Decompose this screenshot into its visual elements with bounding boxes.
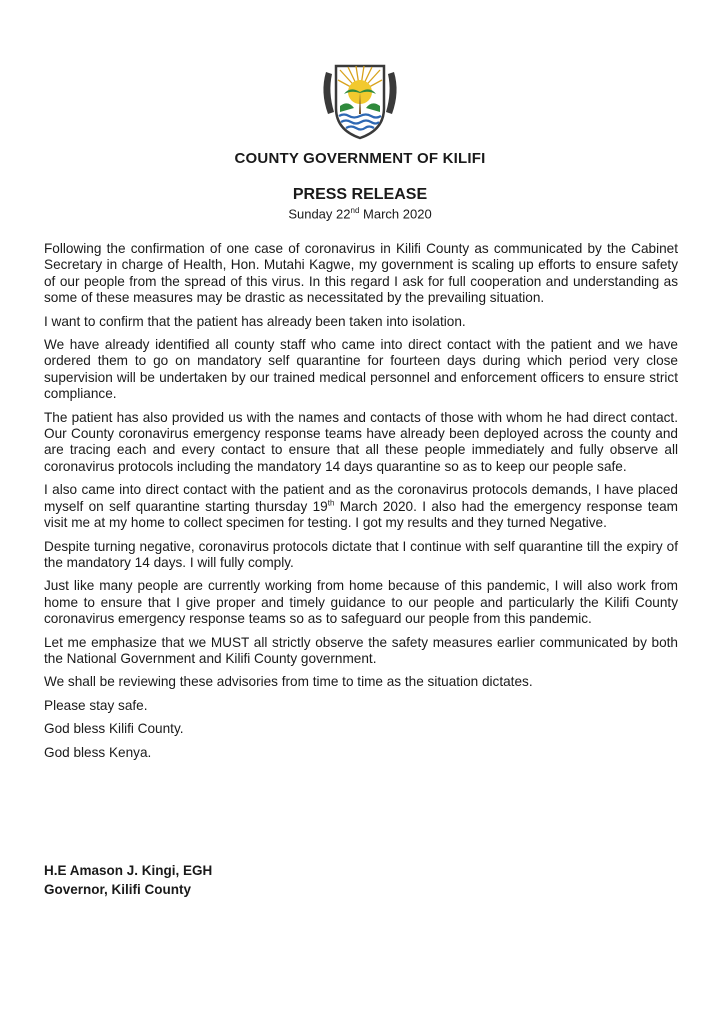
crest-left-supporter	[323, 72, 334, 114]
paragraph: God bless Kenya.	[44, 744, 152, 760]
signature-block	[44, 861, 212, 899]
paragraph: We have already identified all county staff who came into direct contact with the patient and we have ordered them to go on mandatory self quarantine for fourteen days during which period very close supervision will be undertaken by our trained medical personnel and enforcement officers to ensure strict compliance.	[44, 337, 678, 402]
paragraph: We shall be reviewing these advisories from time to time as the situation dictates.	[44, 674, 533, 690]
paragraph: Please stay safe.	[44, 697, 148, 713]
paragraph-part: I also came into direct contact with the patient and as the coronavirus protocols demands, I have placed myself on self quarantine starting thursday 19	[44, 482, 678, 514]
paragraph	[44, 482, 678, 531]
date-day: 22	[336, 206, 351, 222]
county-crest-logo	[318, 52, 402, 144]
date-weekday: Sunday	[288, 206, 333, 222]
paragraph: Let me emphasize that we MUST all strictly observe the safety measures earlier communicated by both the National Government and Kilifi County government.	[44, 634, 678, 666]
press-release-body	[44, 241, 678, 768]
crest-right-supporter	[386, 72, 397, 114]
date-month-year: March 2020	[363, 206, 432, 222]
paragraph-part: March 2020. I also had the emergency response team visit me at my home to collect specimen for testing. I got my results and they turned Negative.	[44, 498, 678, 531]
paragraph: Following the confirmation of one case of coronavirus in Kilifi County as communicated by the Cabinet Secretary in charge of Health, Hon. Mutahi Kagwe, my government is scaling up efforts to ensure safety of our people from the spread of this virus. In this regard I ask for full cooperation and understanding as some of these measures may be drastic as necessitated by the prevailing situation.	[44, 241, 678, 306]
organization-name: COUNTY GOVERNMENT OF KILIFI	[234, 150, 486, 167]
paragraph: I want to confirm that the patient has already been taken into isolation.	[44, 313, 466, 329]
paragraph: Despite turning negative, coronavirus protocols dictate that I continue with self quarantine till the expiry of the mandatory 14 days. I will fully comply.	[44, 538, 678, 570]
ordinal-suffix: th	[327, 498, 335, 508]
signatory-name: H.E Amason J. Kingi, EGH	[44, 863, 213, 878]
paragraph: Just like many people are currently working from home because of this pandemic, I will also work from home to ensure that I give proper and timely guidance to our people and particularly the Kilifi County coronavirus emergency response teams so as to safeguard our people from this pandemic.	[44, 578, 678, 627]
paragraph: God bless Kilifi County.	[44, 721, 184, 737]
document-title: PRESS RELEASE	[292, 186, 428, 203]
date-suffix: nd	[350, 206, 360, 215]
signatory-position: Governor, Kilifi County	[44, 882, 192, 897]
release-date	[0, 206, 720, 221]
paragraph: The patient has also provided us with the names and contacts of those with whom he had direct contact. Our County coronavirus emergency response teams have already been deployed across the county and are tracing each and every contact to ensure that all these people immediately and fully observe all coronavirus protocols including the mandatory 14 days quarantine so as to keep our people safe.	[44, 409, 678, 474]
